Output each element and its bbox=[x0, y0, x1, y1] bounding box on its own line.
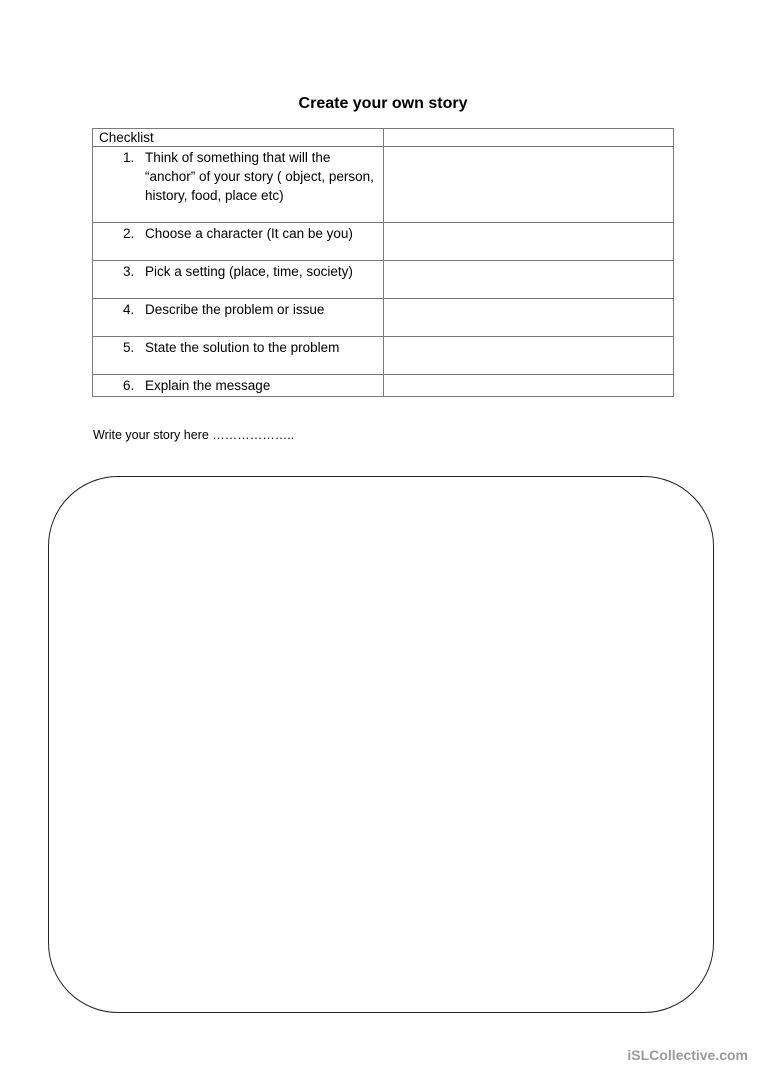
answer-cell[interactable] bbox=[384, 261, 674, 299]
checklist-table bbox=[92, 128, 674, 397]
item-text: Pick a setting (place, time, society) bbox=[145, 264, 353, 279]
watermark: iSLCollective.com bbox=[627, 1047, 748, 1063]
item-text: Describe the problem or issue bbox=[145, 302, 325, 317]
item-number: 2. bbox=[123, 226, 135, 241]
item-text: Think of something that will the “anchor” of your story ( object, person, history, food, place etc) bbox=[145, 150, 374, 203]
answer-cell[interactable] bbox=[384, 337, 674, 375]
item-number: 3. bbox=[123, 264, 135, 279]
answer-cell[interactable] bbox=[384, 299, 674, 337]
table-header-row bbox=[93, 129, 674, 147]
item-text: Choose a character (It can be you) bbox=[145, 226, 353, 241]
answer-cell[interactable] bbox=[384, 129, 674, 147]
item-number: 4. bbox=[123, 302, 135, 317]
page-title: Create your own story bbox=[298, 95, 468, 112]
table-row bbox=[93, 147, 674, 223]
answer-cell[interactable] bbox=[384, 375, 674, 397]
answer-cell[interactable] bbox=[384, 223, 674, 261]
table-row bbox=[93, 299, 674, 337]
checklist-header: Checklist bbox=[93, 129, 384, 147]
table-row bbox=[93, 375, 674, 397]
item-number: 5. bbox=[123, 340, 135, 355]
answer-cell[interactable] bbox=[384, 147, 674, 223]
item-text: Explain the message bbox=[145, 378, 271, 393]
item-text: State the solution to the problem bbox=[145, 340, 340, 355]
table-row bbox=[93, 337, 674, 375]
table-row bbox=[93, 223, 674, 261]
table-row bbox=[93, 261, 674, 299]
item-number: 1. bbox=[123, 150, 135, 165]
story-writing-box[interactable] bbox=[48, 476, 714, 1013]
write-story-label: Write your story here ……………….. bbox=[93, 428, 295, 442]
item-number: 6. bbox=[123, 378, 135, 393]
